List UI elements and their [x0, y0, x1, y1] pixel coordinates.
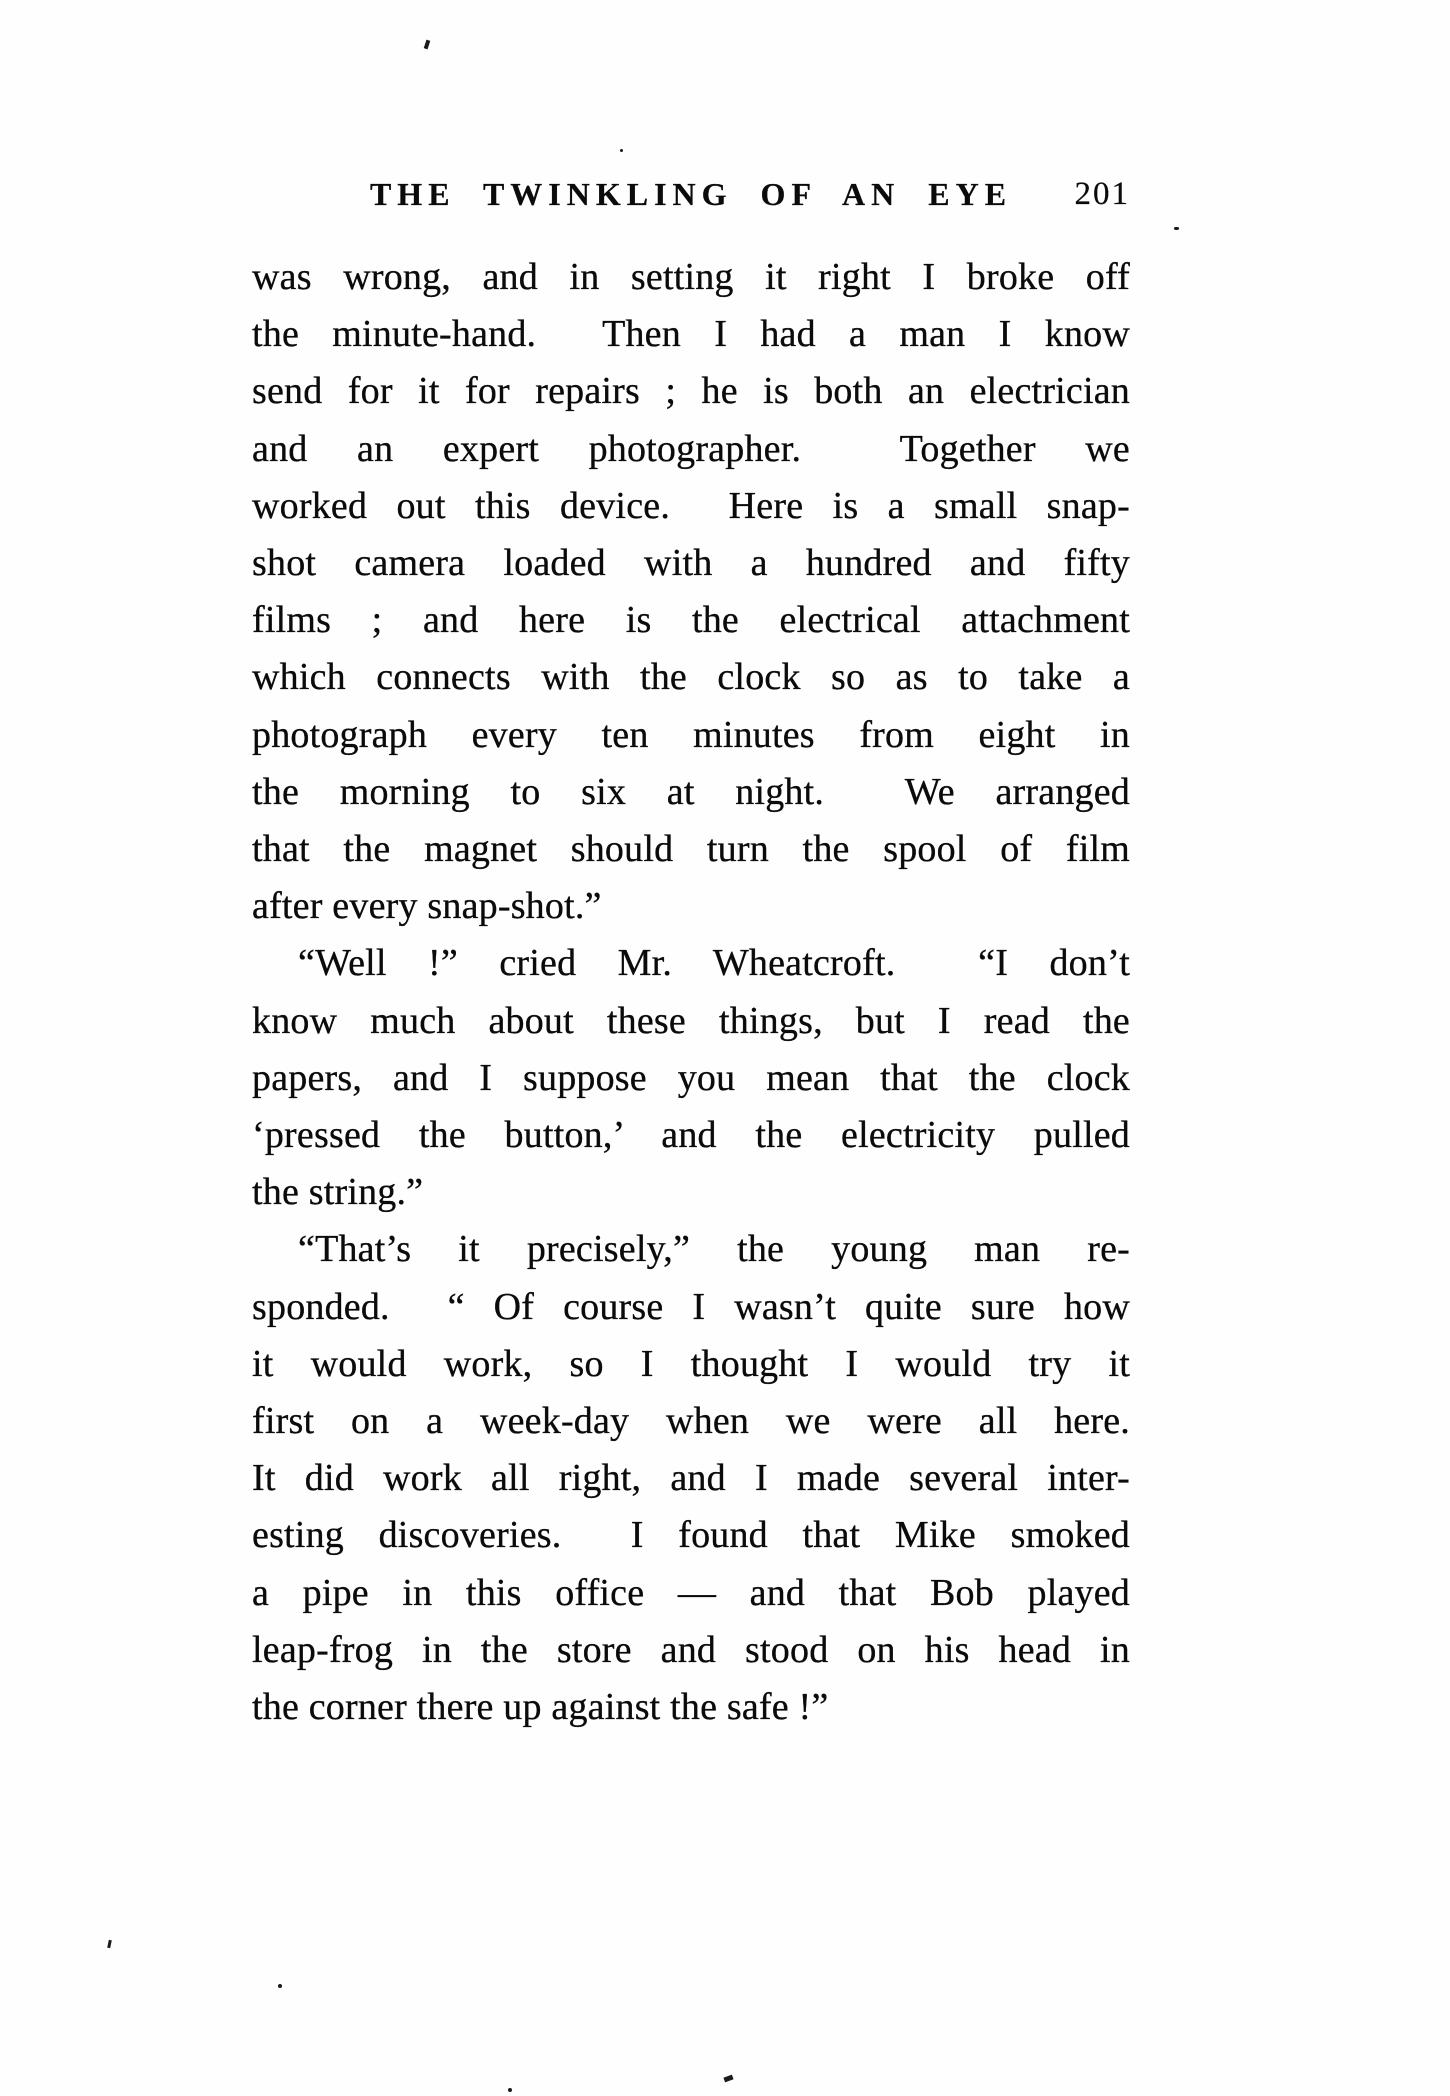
text-line: the string.”: [252, 1171, 424, 1214]
text-block: [252, 249, 1130, 1736]
text-line: films ; and here is the electrical attachment: [252, 599, 1130, 642]
text-line: shot camera loaded with a hundred and fifty: [252, 542, 1130, 585]
scan-speck: [723, 2075, 733, 2083]
text-line: after every snap-shot.”: [252, 885, 602, 928]
text-line: the corner there up against the safe !”: [252, 1686, 829, 1729]
text-line: “Well !” cried Mr. Wheatcroft. “I don’t: [298, 942, 1130, 985]
text-line: it would work, so I thought I would try it: [252, 1342, 1130, 1385]
page-number: 201: [1074, 176, 1130, 212]
text-line: papers, and I suppose you mean that the clock: [252, 1056, 1130, 1099]
text-line: esting discoveries. I found that Mike smoked: [252, 1514, 1130, 1557]
text-line: the minute-hand. Then I had a man I know: [252, 313, 1130, 356]
chapter-title: THE TWINKLING OF AN EYE: [369, 176, 1013, 212]
text-line: leap-frog in the store and stood on his head in: [252, 1628, 1130, 1671]
text-line: first on a week-day when we were all here.: [252, 1400, 1130, 1443]
text-line: worked out this device. Here is a small snap-: [252, 484, 1130, 527]
text-line: “That’s it precisely,” the young man re-: [298, 1228, 1130, 1271]
text-line: ‘pressed the button,’ and the electricity pulled: [252, 1114, 1130, 1157]
text-line: which connects with the clock so as to take a: [252, 656, 1130, 699]
text-line: It did work all right, and I made several inter-: [252, 1457, 1130, 1500]
text-line: photograph every ten minutes from eight in: [252, 713, 1130, 756]
scan-speck: [1174, 227, 1179, 230]
scan-speck: [107, 1940, 112, 1948]
scan-speck: [278, 1984, 282, 1988]
text-line: know much about these things, but I read the: [252, 999, 1130, 1042]
text-line: that the magnet should turn the spool of film: [252, 828, 1130, 871]
text-line: a pipe in this office — and that Bob played: [252, 1571, 1130, 1614]
text-line: was wrong, and in setting it right I broke off: [252, 256, 1130, 298]
scan-speck: [508, 2088, 512, 2092]
text-line: and an expert photographer. Together we: [252, 427, 1130, 470]
running-head: [252, 176, 1130, 220]
text-line: send for it for repairs ; he is both an electrician: [252, 370, 1130, 413]
scan-speck: [620, 149, 623, 152]
text-line: the morning to six at night. We arranged: [252, 770, 1130, 813]
scan-speck: [424, 40, 431, 50]
text-line: sponded. “ Of course I wasn’t quite sure how: [252, 1285, 1130, 1328]
